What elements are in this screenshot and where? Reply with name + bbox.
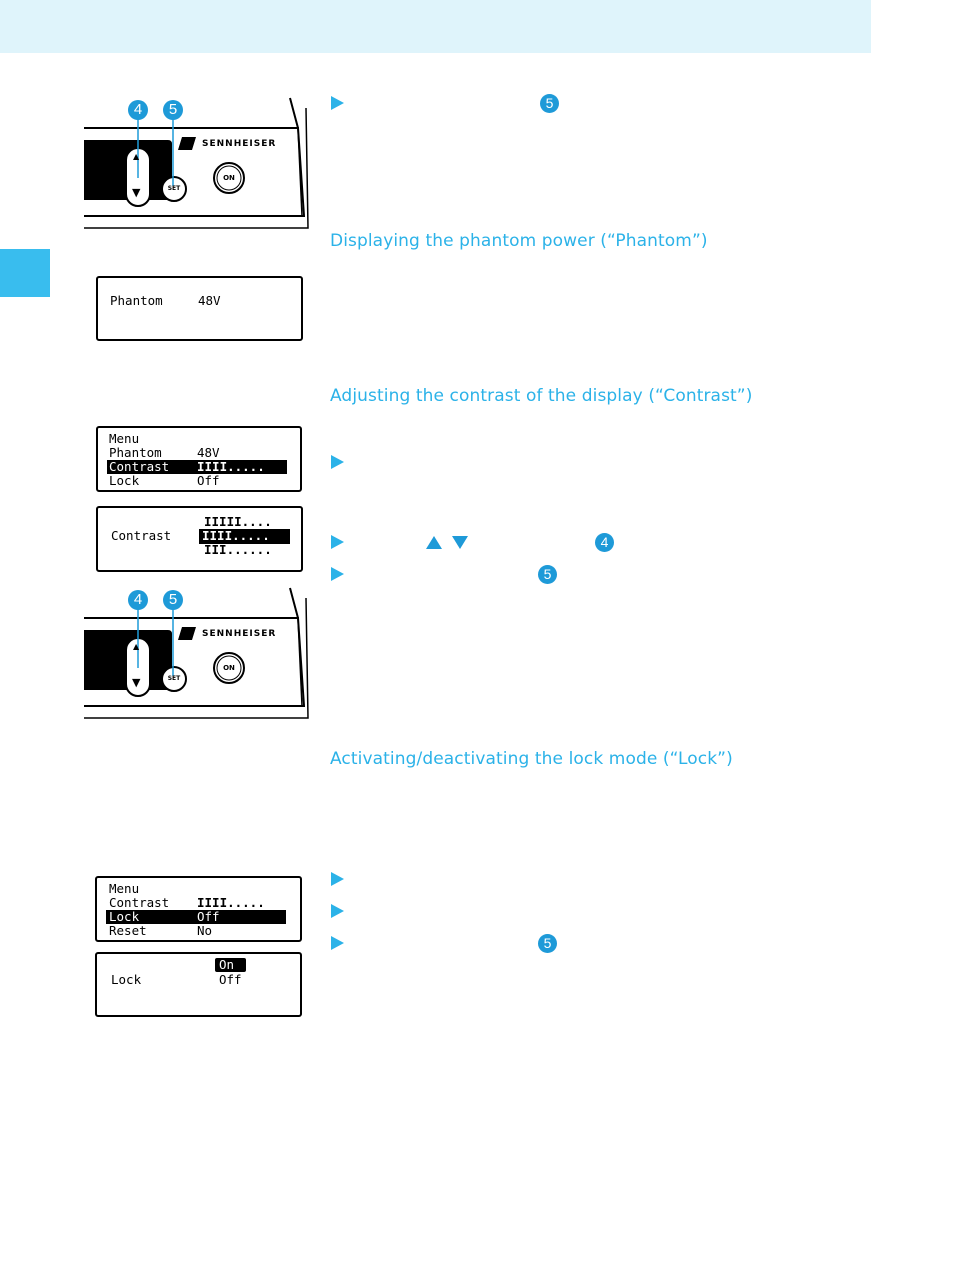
lcd-row-value: IIII..... [197, 459, 265, 474]
instruction-arrow-icon [331, 535, 344, 549]
lcd-phantom-display [96, 276, 303, 341]
lcd-label: Phantom [110, 293, 163, 308]
lcd-lock-edit [95, 952, 302, 1017]
up-arrow-icon: ▲ [133, 152, 140, 161]
lcd-option: On [219, 957, 235, 972]
callout-4: 4 [128, 100, 148, 120]
lcd-label: Lock [111, 972, 142, 987]
lcd-contrast-edit [96, 506, 303, 572]
callout-5: 5 [163, 100, 183, 120]
lcd-option: III...... [204, 542, 272, 557]
lcd-row-label: Contrast [109, 895, 170, 910]
lcd-row-label: Menu [109, 431, 140, 446]
lcd-row-value: No [197, 923, 213, 938]
lcd-row-label: Reset [109, 923, 147, 938]
lcd-option: IIII..... [202, 528, 270, 543]
lcd-row-label: Lock [109, 909, 140, 924]
chapter-tab [0, 249, 50, 297]
on-button[interactable]: ON [223, 174, 235, 182]
lcd-row-label: Phantom [109, 445, 162, 460]
up-triangle-icon [426, 536, 442, 549]
brand-logo-text: SENNHEISER [202, 139, 277, 149]
down-arrow-icon: ▼ [132, 186, 141, 199]
instruction-arrow-icon [331, 904, 344, 918]
lcd-option: Off [219, 972, 242, 987]
lcd-row-value: Off [197, 473, 220, 488]
section-heading-lock: Activating/deactivating the lock mode (“Lock”) [330, 749, 733, 769]
header-band [0, 0, 871, 53]
instruction-arrow-icon [331, 872, 344, 886]
callout-5: 5 [540, 94, 559, 113]
instruction-arrow-icon [331, 567, 344, 581]
section-heading-contrast: Adjusting the contrast of the display (“Contrast”) [330, 386, 753, 406]
lcd-row-value: 48V [197, 445, 220, 460]
lcd-label: Contrast [111, 528, 172, 543]
lcd-row-label: Lock [109, 473, 140, 488]
callout-5: 5 [163, 590, 183, 610]
device-front-panel-drawing [84, 586, 314, 726]
device-front-panel-drawing [84, 96, 314, 236]
device-front-panel-1 [84, 96, 314, 236]
callout-4: 4 [595, 533, 614, 552]
lcd-value: 48V [198, 293, 221, 308]
callout-5: 5 [538, 565, 557, 584]
instruction-arrow-icon [331, 96, 344, 110]
lcd-row-value: IIII..... [197, 895, 265, 910]
callout-5: 5 [538, 934, 557, 953]
device-front-panel-2 [84, 586, 314, 726]
on-button[interactable]: ON [223, 664, 235, 672]
instruction-arrow-icon [331, 455, 344, 469]
lcd-menu-lock [95, 876, 302, 942]
set-button[interactable]: SET [167, 185, 181, 192]
lcd-menu-contrast [96, 426, 302, 492]
lcd-row-value: Off [197, 909, 220, 924]
lcd-row-label: Menu [109, 881, 140, 896]
lcd-option: IIIII.... [204, 514, 272, 529]
callout-4: 4 [128, 590, 148, 610]
lcd-row-label: Contrast [109, 459, 170, 474]
section-heading-phantom: Displaying the phantom power (“Phantom”) [330, 231, 708, 251]
brand-logo-text: SENNHEISER [202, 629, 277, 639]
up-arrow-icon: ▲ [133, 642, 140, 651]
down-triangle-icon [452, 536, 468, 549]
set-button[interactable]: SET [167, 675, 181, 682]
down-arrow-icon: ▼ [132, 676, 141, 689]
instruction-arrow-icon [331, 936, 344, 950]
